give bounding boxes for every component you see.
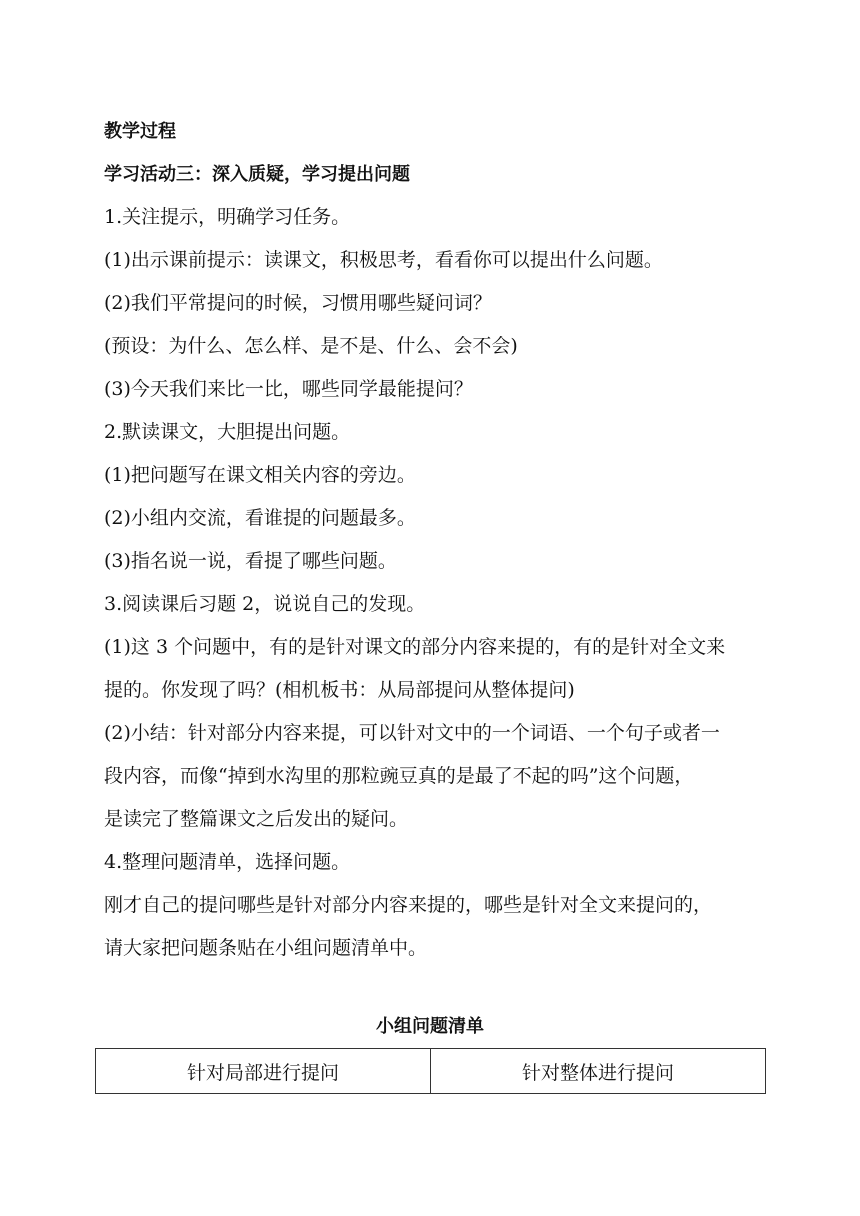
step-1-item-1: (1)出示课前提示：读课文，积极思考，看看你可以提出什么问题。: [104, 249, 663, 271]
activity-title: 学习活动三：深入质疑，学习提出问题: [104, 164, 410, 185]
step-1-item-3: (3)今天我们来比一比，哪些同学最能提问？: [104, 378, 473, 400]
table-cell-whole: 针对整体进行提问: [431, 1049, 766, 1094]
step-4-text-line-2: 请大家把问题条贴在小组问题清单中。: [104, 937, 428, 959]
step-1-item-2: (2)我们平常提问的时候，习惯用哪些疑问词？: [104, 292, 492, 314]
step-3-item-2-line-2: 段内容，而像“掉到水沟里的那粒豌豆真的是最了不起的吗”这个问题，: [104, 765, 694, 787]
step-3-item-2-line-1: (2)小结：针对部分内容来提，可以针对文中的一个词语、一个句子或者一: [104, 722, 720, 744]
step-3-title: 3.阅读课后习题 2，说说自己的发现。: [104, 593, 426, 615]
step-2-item-3: (3)指名说一说，看提了哪些问题。: [104, 550, 397, 572]
step-4-text-line-1: 刚才自己的提问哪些是针对部分内容来提的，哪些是针对全文来提问的，: [104, 894, 713, 916]
section-heading: 教学过程: [104, 121, 176, 142]
step-3-item-1-line-1: (1)这 3 个问题中，有的是针对课文的部分内容来提的，有的是针对全文来: [104, 636, 726, 658]
table-cell-local: 针对局部进行提问: [96, 1049, 431, 1094]
table-row: [96, 1049, 766, 1094]
step-2-title: 2.默读课文，大胆提出问题。: [104, 421, 351, 443]
step-1-preset: (预设：为什么、怎么样、是不是、什么、会不会): [104, 335, 518, 357]
question-list-table: [95, 1048, 766, 1094]
step-3-item-2-line-3: 是读完了整篇课文之后发出的疑问。: [104, 808, 409, 830]
step-2-item-2: (2)小组内交流，看谁提的问题最多。: [104, 507, 416, 529]
step-2-item-1: (1)把问题写在课文相关内容的旁边。: [104, 464, 416, 486]
table-title: 小组问题清单: [376, 1016, 484, 1037]
step-4-title: 4.整理问题清单，选择问题。: [104, 851, 351, 873]
document-body: [104, 110, 768, 970]
step-3-item-1-line-2: 提的。你发现了吗？(相机板书：从局部提问从整体提问): [104, 679, 575, 701]
step-1-title: 1.关注提示，明确学习任务。: [104, 206, 351, 228]
